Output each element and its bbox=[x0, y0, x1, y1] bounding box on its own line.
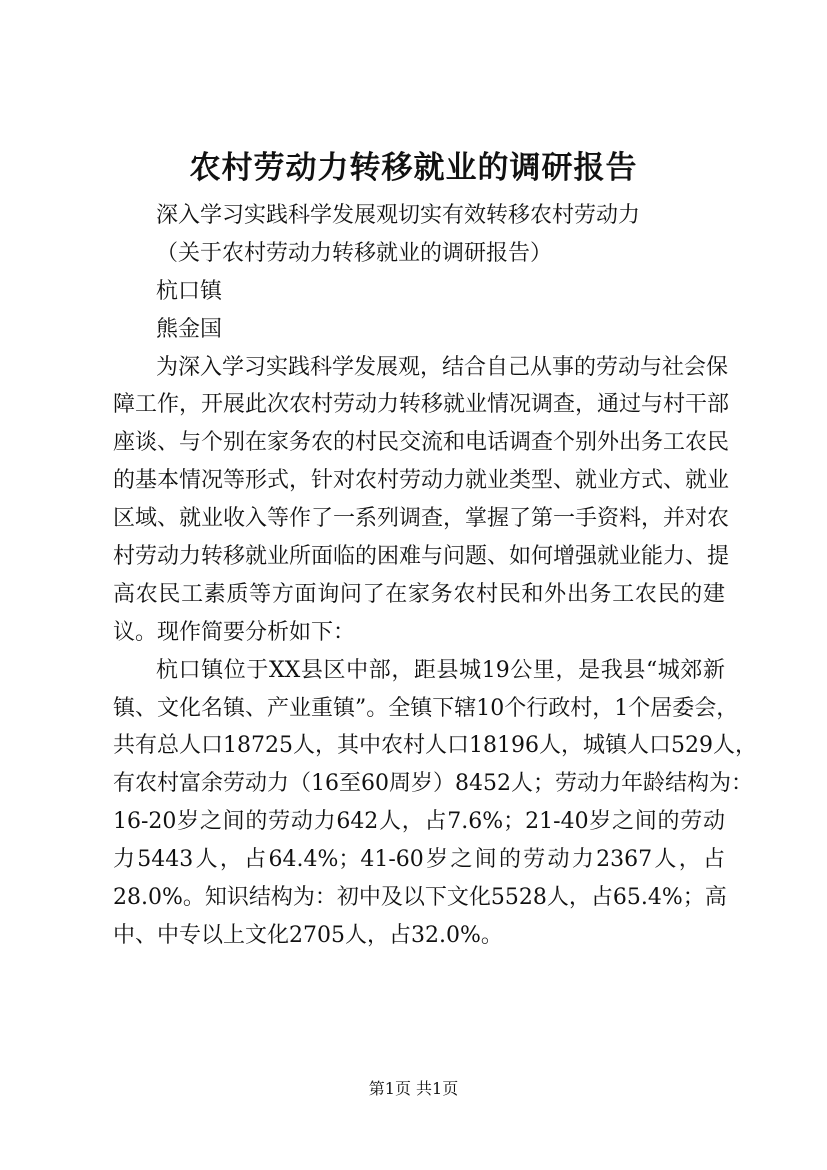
paragraph-line: 区域、就业收入等作了一系列调查，掌握了第一手资料，并对农 bbox=[113, 506, 730, 532]
subtitle: 深入学习实践科学发展观切实有效转移农村劳动力 bbox=[156, 203, 641, 228]
document-title: 农村劳动力转移就业的调研报告 bbox=[189, 150, 638, 186]
paragraph-line: 村劳动力转移就业所面临的困难与问题、如何增强就业能力、提 bbox=[113, 544, 730, 570]
paragraph-line: 高农民工素质等方面询问了在家务农村民和外出务工农民的建 bbox=[113, 581, 725, 607]
paragraph-line: 杭口镇位于XX县区中部，距县城19公里，是我县“城郊新 bbox=[156, 657, 725, 683]
paragraph-overview bbox=[113, 652, 757, 955]
paragraph-line: 力5443人，占64.4%；41-60岁之间的劳动力2367人，占 bbox=[113, 847, 725, 873]
paragraph-line: 共有总人口18725人，其中农村人口18196人，城镇人口529人， bbox=[113, 733, 757, 759]
paragraph-line: 障工作，开展此次农村劳动力转移就业情况调查，通过与村干部 bbox=[113, 392, 730, 418]
paragraph-line: 中、中专以上文化2705人，占32.0%。 bbox=[113, 922, 503, 948]
paragraph-line: 的基本情况等形式，针对农村劳动力就业类型、就业方式、就业 bbox=[113, 468, 730, 494]
document-body bbox=[113, 197, 757, 955]
town-name: 杭口镇 bbox=[156, 278, 223, 304]
paragraph-line: 镇、文化名镇、产业重镇”。全镇下辖10个行政村，1个居委会， bbox=[113, 695, 739, 721]
paragraph-intro bbox=[113, 349, 730, 652]
page-number-footer: 第1页 共1页 bbox=[368, 1079, 459, 1098]
paragraph-line: 28.0%。知识结构为：初中及以下文化5528人，占65.4%；高 bbox=[113, 885, 727, 911]
paragraph-line: 为深入学习实践科学发展观，结合自己从事的劳动与社会保 bbox=[156, 354, 729, 380]
subtitle-note: （关于农村劳动力转移就业的调研报告） bbox=[156, 240, 553, 266]
author-name: 熊金国 bbox=[156, 316, 223, 342]
paragraph-line: 16-20岁之间的劳动力642人，占7.6%；21-40岁之间的劳动 bbox=[113, 809, 725, 835]
paragraph-line: 座谈、与个别在家务农的村民交流和电话调查个别外出务工农民 bbox=[113, 430, 730, 456]
paragraph-line: 议。现作简要分析如下： bbox=[113, 619, 356, 645]
paragraph-line: 有农村富余劳动力（16至60周岁）8452人；劳动力年龄结构为： bbox=[113, 771, 753, 797]
